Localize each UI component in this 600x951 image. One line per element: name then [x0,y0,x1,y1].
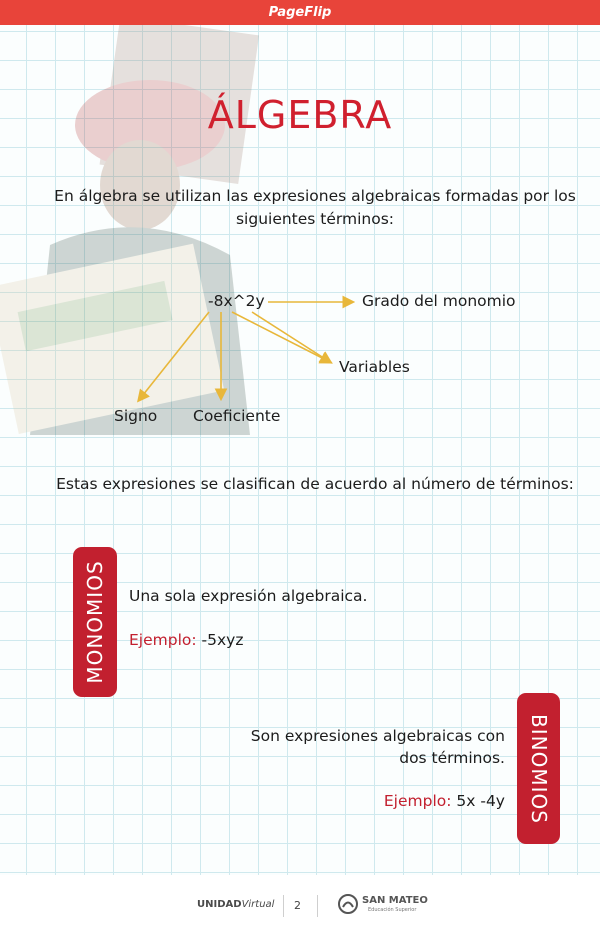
page-number: 2 [294,899,301,912]
coeficiente-label: Coeficiente [193,407,281,425]
binomios-description-line1: Son expresiones algebraicas con [250,727,505,745]
intro-text: En álgebra se utilizan las expresiones algebraicas formadas por los siguientes términos: [54,187,576,228]
unidad-virtual-bold: UNIDAD [197,899,242,910]
expression-label: -8x^2y [208,292,265,310]
school-name: SAN MATEO [362,895,428,906]
unidad-virtual-italic: Virtual [241,899,275,910]
binomios-example-label: Ejemplo: [383,792,452,810]
binomios-description [251,725,505,769]
binomios-description-line2: dos términos. [399,749,505,767]
monomios-tab-label: MONOMIOS [83,560,107,684]
classification-text: Estas expresiones se clasifican de acuerdo al número de términos: [56,475,574,493]
unidad-virtual-logo [197,899,274,910]
footer-divider-left [283,895,284,917]
variables-label: Variables [339,358,410,376]
school-subtitle: Educación Superior [368,907,417,913]
monomios-description: Una sola expresión algebraica. [129,587,368,605]
monomios-example-value: -5xyz [196,631,244,649]
signo-label: Signo [114,407,158,425]
monomios-example-label: Ejemplo: [129,631,197,649]
page-footer [0,875,600,951]
page-title: ÁLGEBRA [207,93,393,137]
binomios-tab [517,693,560,844]
viewer-title-bar [0,0,600,25]
binomios-tab-label: BINOMIOS [526,713,551,824]
monomios-example [129,629,243,651]
monomios-tab [73,547,117,697]
binomios-example [384,790,505,812]
grado-label: Grado del monomio [362,292,516,310]
viewer-title: PageFlip [268,5,332,20]
binomios-example-value: 5x -4y [451,792,505,810]
footer-divider-right [317,895,318,917]
san-mateo-logo-icon [338,894,358,914]
